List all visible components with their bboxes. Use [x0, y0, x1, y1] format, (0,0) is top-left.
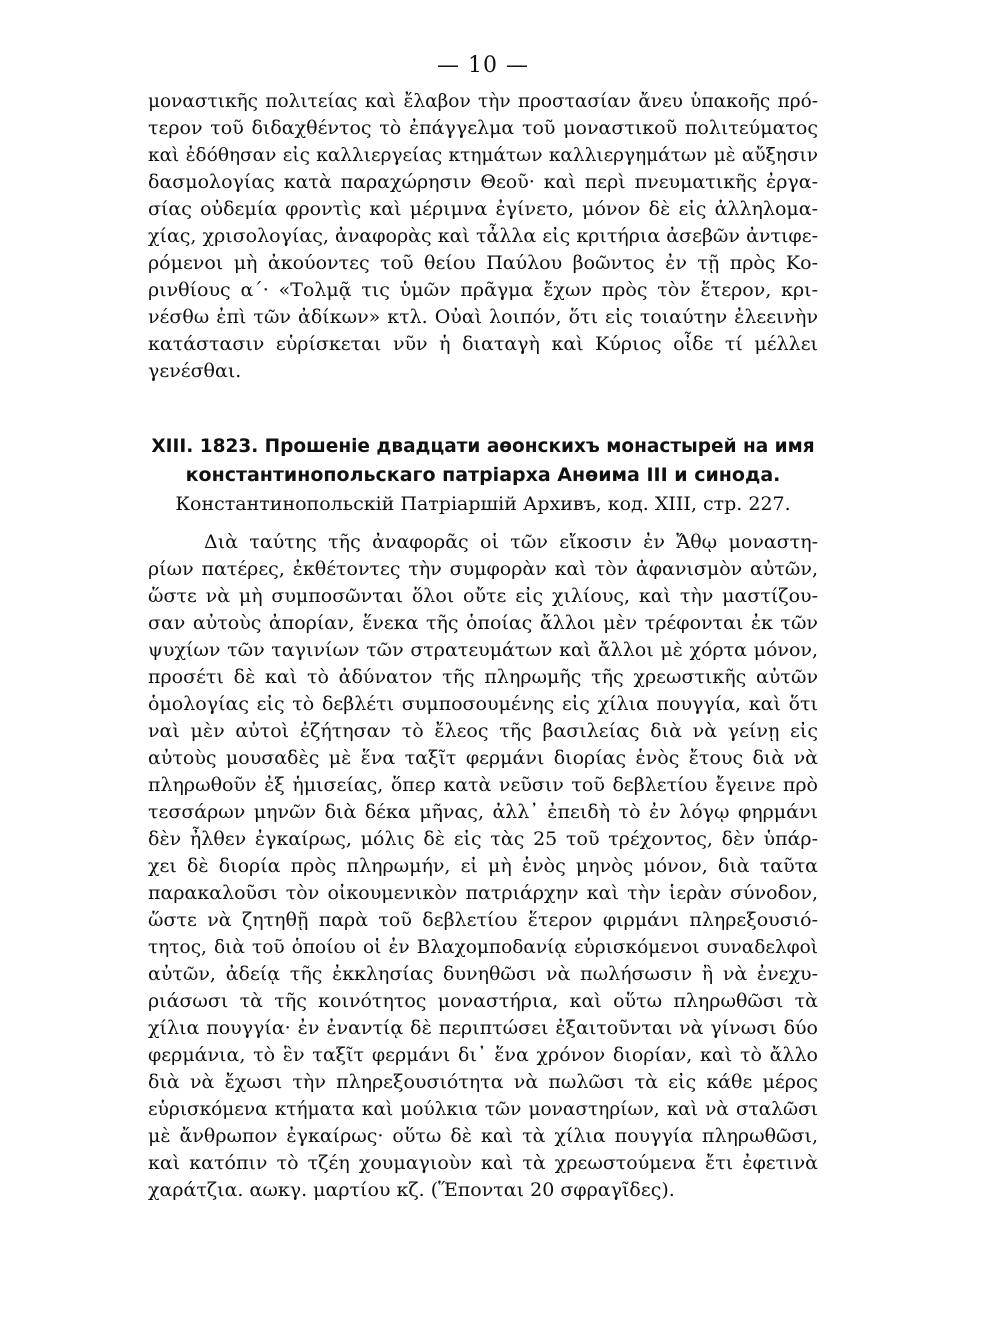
section-heading-line-2: константинопольскаго патріарха Анѳима III и синода. [185, 464, 781, 486]
text-line: ὁμολογίας εἰς τὸ δεβλέτι συμποσουμένης εἰς χίλια πουγγία, καὶ ὅτι [148, 693, 818, 715]
text-line: γενέσθαι. [148, 360, 242, 382]
document-page [148, 52, 818, 1204]
text-line: μοναστικῆς πολιτείας καὶ ἔλαβον τὴν προστασίαν ἄνευ ὑπακοῆς πρό- [148, 91, 818, 112]
text-line: δασμολογίας κατὰ παραχώρησιν Θεοῦ· καὶ περὶ πνευματικῆς ἐργα- [148, 171, 818, 193]
text-line: δὲν ἦλθεν ἐγκαίρως, μόλις δὲ εἰς τὰς 25 τοῦ τρέχοντος, δὲν ὑπάρ- [148, 828, 818, 850]
text-line: καὶ ἐδόθησαν εἰς καλλιεργείας κτημάτων καλλιεργημάτων μὲ αὔξησιν [148, 145, 818, 166]
text-line: ψυχίων τῶν ταγινίων τῶν στρατευμάτων καὶ ἄλλοι μὲ χόρτα μόνον, [148, 639, 818, 661]
text-line: αὐτῶν, ἀδείᾳ τῆς ἐκκλησίας δυνηθῶσι νὰ πωλήσωσιν ἢ νὰ ἐνεχυ- [148, 963, 818, 985]
text-line: ναὶ μὲν αὐτοὶ ἐζήτησαν τὸ ἔλεος τῆς βασιλείας διὰ νὰ γείνῃ εἰς [148, 720, 818, 742]
section-heading-line-1: XIII. 1823. Прошеніе двадцати аѳонскихъ монастырей на имя [151, 436, 815, 457]
text-line: ριάσωσι τὰ τῆς κοινότητος μοναστήρια, καὶ οὕτω πληρωθῶσι τὰ [148, 990, 818, 1012]
text-line: χει δὲ διορία πρὸς πληρωμήν, εἰ μὴ ἑνὸς μηνὸς μόνον, διὰ ταῦτα [148, 855, 818, 877]
text-line: μὲ ἄνθρωπον ἐγκαίρως· οὕτω δὲ καὶ τὰ χίλια πουγγία πληρωθῶσι, [148, 1125, 818, 1147]
text-line: εὑρισκόμενα κτήματα καὶ μούλκια τῶν μοναστηρίων, καὶ νὰ σταλῶσι [148, 1099, 818, 1120]
text-line: τεσσάρων μηνῶν διὰ δέκα μῆνας, ἀλλ᾽ ἐπειδὴ τὸ ἐν λόγῳ φηρμάνι [148, 801, 818, 823]
text-line: καὶ κατόπιν τὸ τζέη χουμαγιοὺν καὶ τὰ χρεωστούμενα ἔτι ἐφετινὰ [148, 1152, 818, 1174]
paragraph-main [148, 529, 818, 1204]
page-number: — 10 — [437, 53, 529, 78]
text-line: πληρωθοῦν ἐξ ἡμισείας, ὅπερ κατὰ νεῦσιν τοῦ δεβλετίου ἔγεινε πρὸ [148, 774, 818, 796]
text-line: ὥστε νὰ ζητηθῇ παρὰ τοῦ δεβλετίου ἕτερον φιρμάνι πληρεξουσιό- [148, 909, 818, 931]
text-line: ρινθίους α΄· «Τολμᾷ τις ὑμῶν πρᾶγμα ἔχων πρὸς τὸν ἕτερον, κρι- [148, 279, 818, 301]
text-line: χίλια πουγγία· ἐν ἐναντίᾳ δὲ περιπτώσει ἐξαιτοῦνται νὰ γίνωσι δύο [148, 1017, 818, 1039]
text-line: κατάστασιν εὑρίσκεται νῦν ἡ διαταγὴ καὶ Κύριος οἶδε τί μέλλει [148, 333, 818, 355]
text-line: ὥστε νὰ μὴ συμποσῶνται ὅλοι οὔτε εἰς χιλίους, καὶ τὴν μαστίζου- [148, 585, 818, 607]
text-line: νέσθω ἐπὶ τῶν ἀδίκων» κτλ. Οὐαὶ λοιπόν, ὅτι εἰς τοιαύτην ἐλεεινὴν [148, 306, 818, 328]
paragraph-top [148, 88, 818, 385]
text-line: χαράτζια. αωκγ. μαρτίου κζ. (Ἕπονται 20 σφραγῖδες). [148, 1179, 675, 1201]
text-line: ρίων πατέρες, ἐκθέτοντες τὴν συμφορὰν καὶ τὸν ἀφανισμὸν αὐτῶν, [148, 558, 818, 580]
text-line: ρόμενοι μὴ ἀκούοντες τοῦ θείου Παύλου βοῶντος ἐν τῇ πρὸς Κο- [148, 252, 818, 274]
text-line: τερον τοῦ διδαχθέντος τὸ ἐπάγγελμα τοῦ μοναστικοῦ πολιτεύματος [148, 117, 818, 139]
text-line: παρακαλοῦσι τὸν οἰκουμενικὸν πατριάρχην καὶ τὴν ἱερὰν σύνοδον, [148, 882, 818, 904]
text-line: σίας οὐδεμία φροντὶς καὶ μέριμνα ἐγίνετο, μόνον δὲ εἰς ἀλληλομα- [148, 198, 818, 220]
text-line: τητος, διὰ τοῦ ὁποίου οἱ ἐν Βλαχομποδανίᾳ εὑρισκόμενοι συναδελφοὶ [148, 937, 818, 958]
text-line: διὰ νὰ ἔχωσι τὴν πληρεξουσιότητα νὰ πωλῶσι τὰ εἰς κάθε μέρος [148, 1071, 818, 1093]
text-line: σαν αὐτοὺς ἀπορίαν, ἕνεκα τῆς ὁποίας ἄλλοι μὲν τρέφονται ἐκ τῶν [148, 612, 818, 634]
archive-source: Константинопольскій Патріаршій Архивъ, код. XIII, стр. 227. [175, 493, 791, 515]
text-line: αὐτοὺς μουσαδὲς μὲ ἕνα ταξῖτ φερμάνι διορίας ἑνὸς ἔτους διὰ νὰ [148, 747, 818, 769]
text-line: φερμάνια, τὸ ἓν ταξῖτ φερμάνι δι᾽ ἕνα χρόνον διορίαν, καὶ τὸ ἄλλο [148, 1044, 818, 1066]
text-line: Διὰ ταύτης τῆς ἀναφορᾶς οἱ τῶν εἴκοσιν ἐν Ἄθῳ μοναστη- [204, 531, 818, 553]
text-line: προσέτι δὲ καὶ τὸ ἀδύνατον τῆς πληρωμῆς τῆς χρεωστικῆς αὐτῶν [148, 666, 818, 688]
text-line: χίας, χρισολογίας, ἀναφορὰς καὶ τἆλλα εἰς κριτήρια ἀσεβῶν ἀντιφε- [148, 225, 818, 247]
